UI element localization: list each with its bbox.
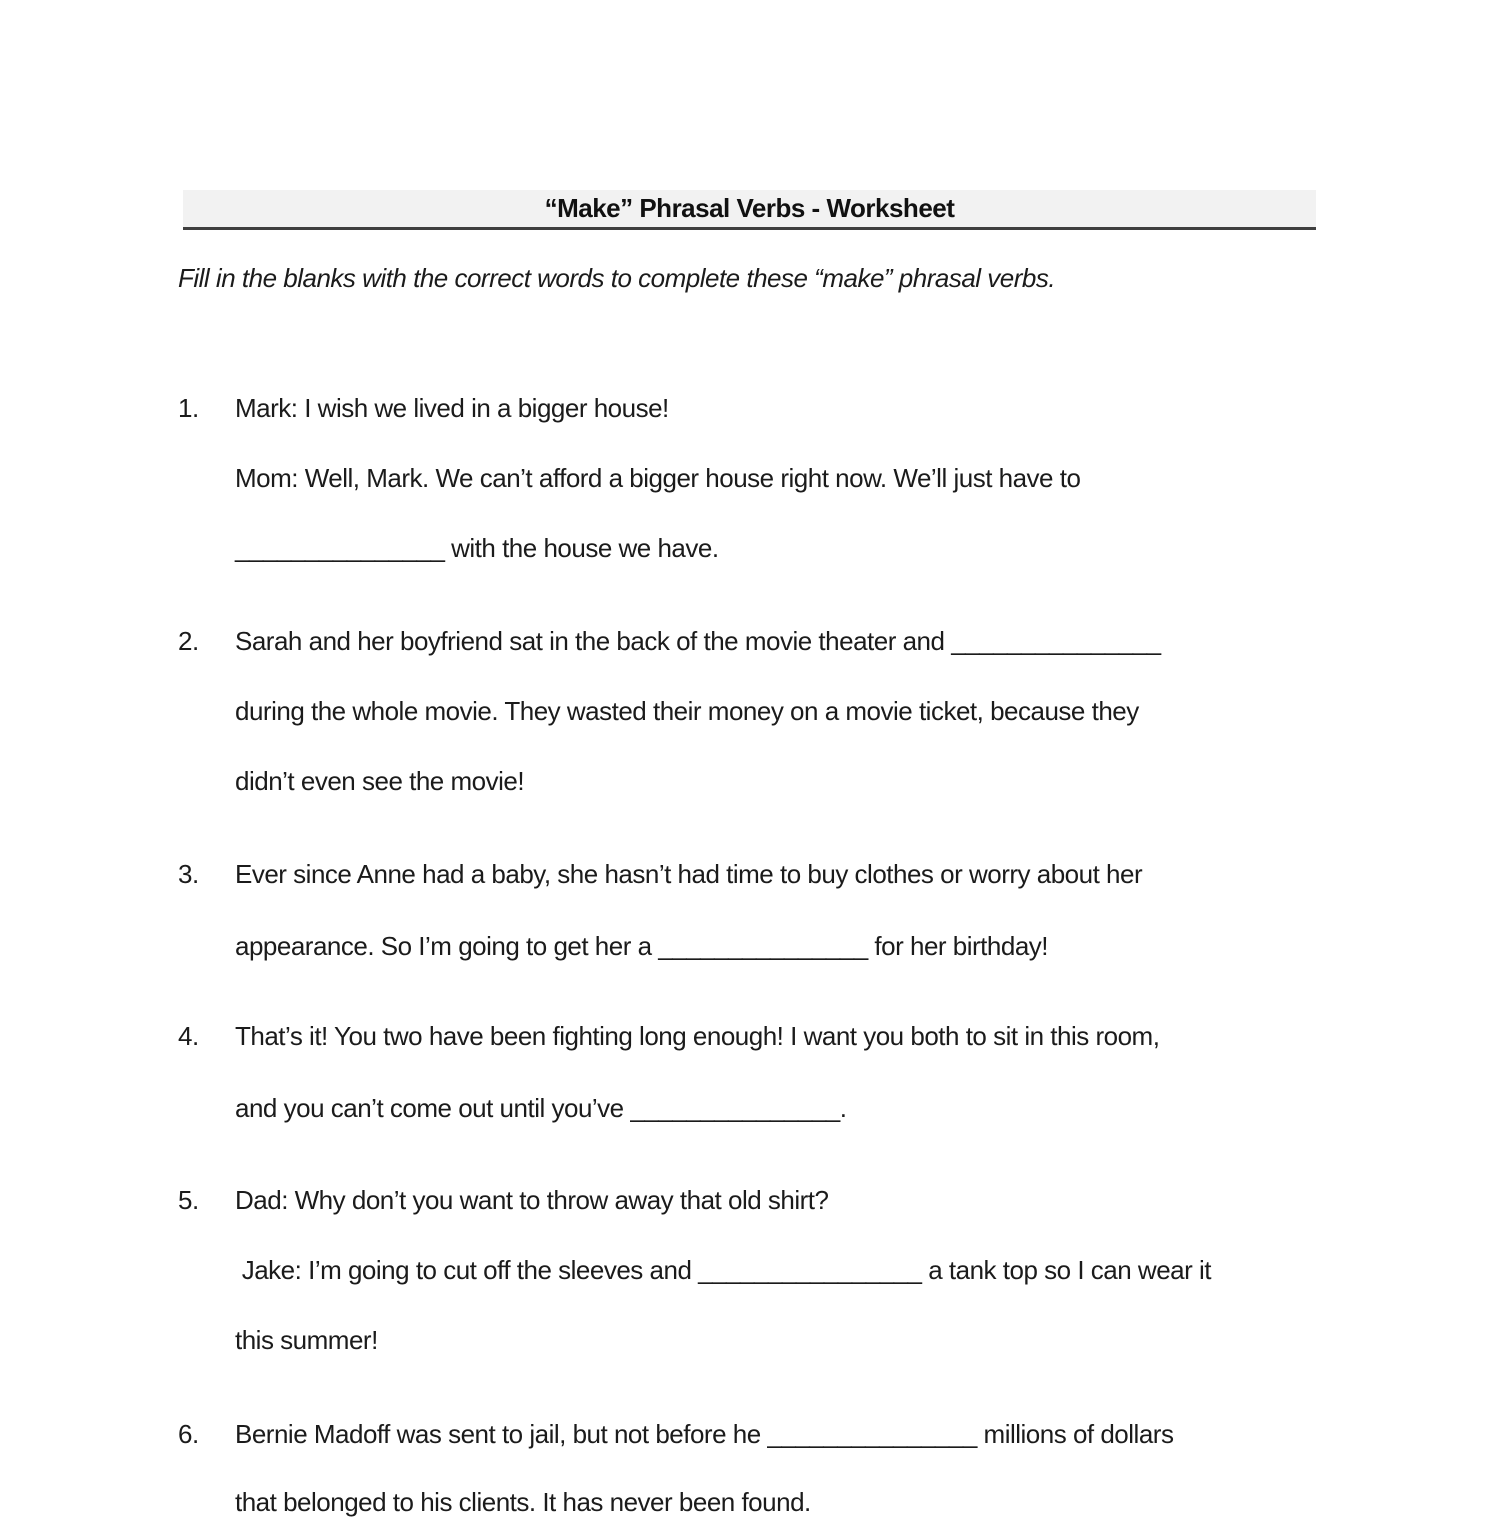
item-5-line-3: this summer!	[235, 1325, 378, 1355]
item-2-number: 2.	[178, 626, 199, 656]
item-1-line-2: Mom: Well, Mark. We can’t afford a bigger house right now. We’ll just have to	[235, 463, 1081, 493]
page-title: “Make” Phrasal Verbs - Worksheet	[544, 193, 955, 223]
item-1-line-1: Mark: I wish we lived in a bigger house!	[235, 393, 669, 423]
item-1-number: 1.	[178, 393, 199, 423]
item-5-line-2-blank: Jake: I’m going to cut off the sleeves and ________________ a tank top so I can wear it	[235, 1255, 1211, 1285]
item-3-line-1: Ever since Anne had a baby, she hasn’t had time to buy clothes or worry about her	[235, 859, 1143, 889]
instructions-text: Fill in the blanks with the correct words to complete these “make” phrasal verbs.	[178, 263, 1056, 293]
item-1-line-3-blank: _______________ with the house we have.	[235, 533, 719, 563]
item-6-line-1-blank: Bernie Madoff was sent to jail, but not before he _______________ millions of dollars	[235, 1419, 1174, 1449]
item-6-line-2-clipped: that belonged to his clients. It has never been found.	[235, 1487, 811, 1517]
item-4-line-1: That’s it! You two have been fighting long enough! I want you both to sit in this room,	[235, 1021, 1160, 1051]
worksheet-title-bar	[183, 190, 1316, 230]
item-4-line-2-blank: and you can’t come out until you’ve _______________.	[235, 1093, 847, 1123]
item-5-line-1: Dad: Why don’t you want to throw away that old shirt?	[235, 1185, 829, 1215]
item-4-number: 4.	[178, 1021, 199, 1051]
item-3-line-2-blank: appearance. So I’m going to get her a _______________ for her birthday!	[235, 931, 1049, 961]
item-2-line-1-blank: Sarah and her boyfriend sat in the back of the movie theater and _______________	[235, 626, 1161, 656]
item-2-line-2: during the whole movie. They wasted their money on a movie ticket, because they	[235, 696, 1139, 726]
item-6-number: 6.	[178, 1419, 199, 1449]
item-5-number: 5.	[178, 1185, 199, 1215]
item-3-number: 3.	[178, 859, 199, 889]
item-2-line-3: didn’t even see the movie!	[235, 766, 525, 796]
